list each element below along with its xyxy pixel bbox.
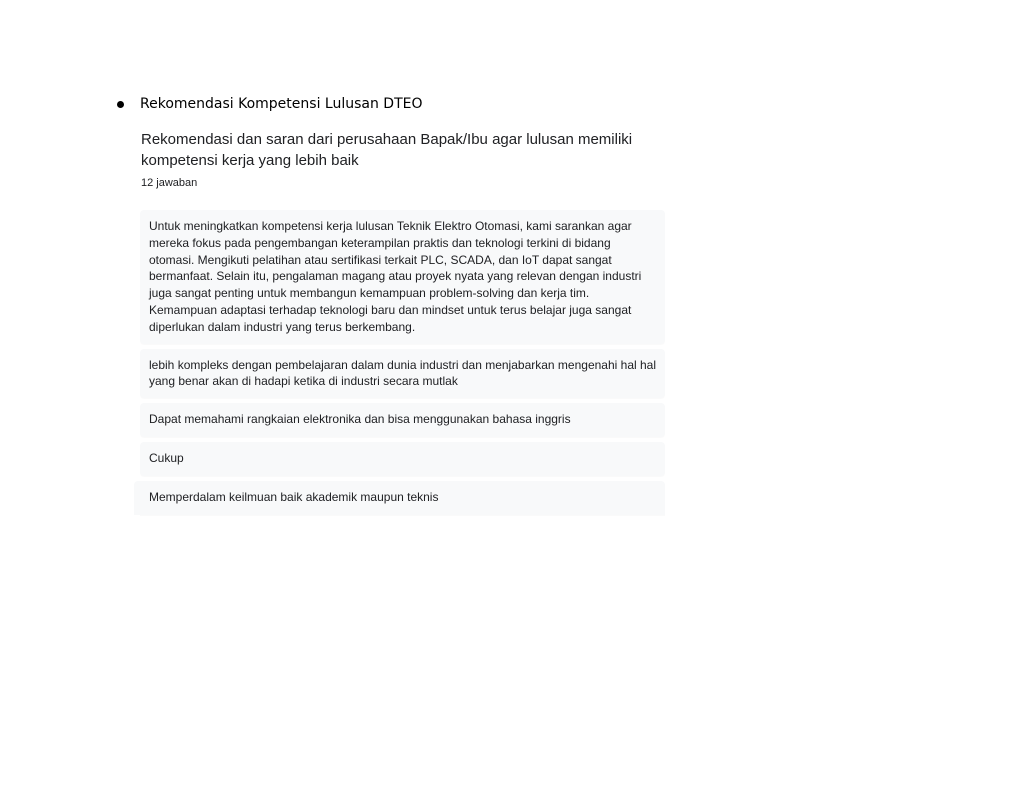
section-bullet <box>117 96 423 112</box>
answer-item: lebih kompleks dengan pembelajaran dalam dunia industri dan menjabarkan mengenahi hal hal yang benar akan di hadapi ketika di industri secara mutlak <box>140 349 665 399</box>
answer-item: Memperdalam keilmuan baik akademik maupun teknis <box>140 481 665 515</box>
bullet-icon <box>117 101 124 108</box>
answer-item: Untuk meningkatkan kompetensi kerja lulusan Teknik Elektro Otomasi, kami sarankan agar mereka fokus pada pengembangan keterampilan praktis dan teknologi terkini di bidang otomasi. Mengikuti pelatihan atau sertifikasi terkait PLC, SCADA, dan IoT dapat sangat bermanfaat. Selain itu, pengalaman magang atau proyek nyata yang relevan dengan industri juga sangat penting untuk membangun kemampuan problem-solving dan kerja tim. Kemampuan adaptasi terhadap teknologi baru dan mindset untuk terus belajar juga sangat diperlukan dalam industri yang terus berkembang. <box>140 210 665 344</box>
answer-list <box>140 210 665 515</box>
answer-item: Cukup <box>140 442 665 476</box>
answer-item: Dapat memahami rangkaian elektronika dan bisa menggunakan bahasa inggris <box>140 403 665 437</box>
question-title: Rekomendasi dan saran dari perusahaan Bapak/Ibu agar lulusan memiliki kompetensi kerja yang lebih baik <box>141 131 633 169</box>
response-count: 12 jawaban <box>141 177 198 189</box>
section-title: Rekomendasi Kompetensi Lulusan DTEO <box>140 96 423 112</box>
